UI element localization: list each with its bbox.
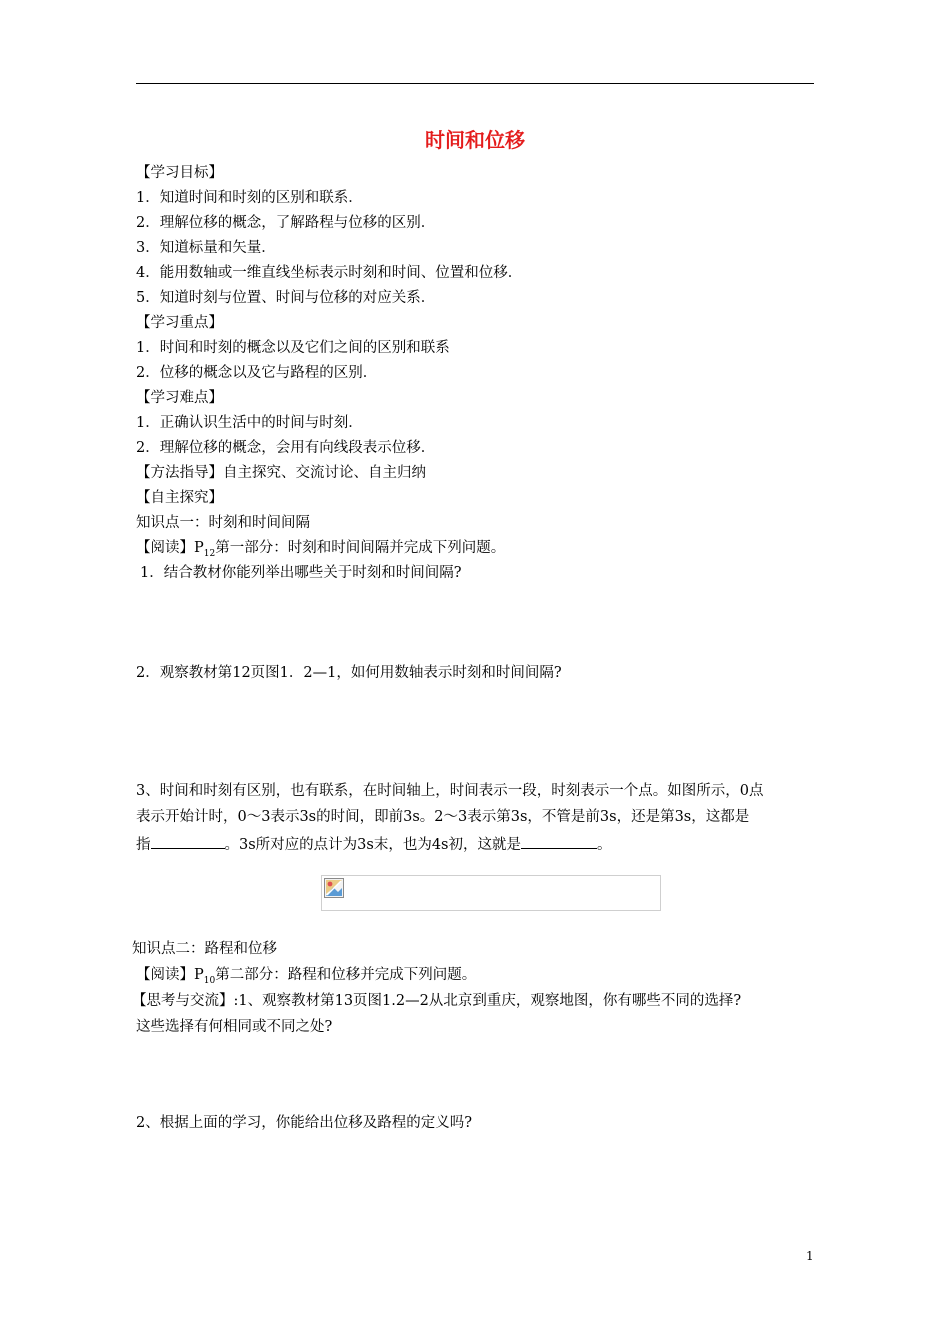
kp2-question-2: 2、根据上面的学习，你能给出位移及路程的定义吗? [136, 1115, 472, 1131]
goal-item: 4．能用数轴或一维直线坐标表示时刻和时间、位置和位移． [136, 265, 523, 281]
kp1-reading [136, 539, 505, 563]
difficulty-item: 1．正确认识生活中的时间与时刻． [136, 415, 363, 431]
goal-item: 1．知道时间和时刻的区别和联系． [136, 190, 363, 206]
kp1-question-3-line: 3、时间和时刻有区别，也有联系，在时间轴上，时间表示一段，时刻表示一个点。如图所示，0点 [136, 783, 764, 799]
kp2-reading [136, 966, 476, 990]
page-number: 1 [806, 1249, 814, 1263]
kp1-question-1: 1．结合教材你能列举出哪些关于时刻和时间间隔? [140, 565, 462, 581]
focus-item: 1．时间和时刻的概念以及它们之间的区别和联系 [136, 340, 450, 356]
goal-item: 5．知道时刻与位置、时间与位移的对应关系． [136, 290, 436, 306]
fill-suffix: 。 [597, 837, 612, 853]
explore-heading: 【自主探究】 [136, 490, 223, 506]
kp1-heading: 知识点一：时刻和时间间隔 [136, 515, 310, 531]
focus-heading: 【学习重点】 [136, 315, 223, 331]
kp2-question-1-line: 这些选择有何相同或不同之处? [136, 1019, 333, 1035]
kp1-question-3-line: 表示开始计时，0～3表示3s的时间，即前3s。2～3表示第3s，不管是前3s，还是第3s，这都是 [136, 809, 750, 825]
kp2-question-1-line: 【思考与交流】:1、观察教材第13页图1.2—2从北京到重庆，观察地图，你有哪些不同的选择? [132, 993, 742, 1009]
goals-heading: 【学习目标】 [136, 165, 223, 181]
kp1-question-3-line [136, 834, 612, 854]
kp1-question-2: 2．观察教材第12页图1．2—1，如何用数轴表示时刻和时间间隔? [136, 665, 562, 681]
kp1-reading-prefix: 【阅读】P [136, 540, 204, 556]
figure-placeholder [321, 875, 661, 911]
kp2-reading-prefix: 【阅读】P [136, 967, 204, 983]
difficulty-heading: 【学习难点】 [136, 390, 223, 406]
fill-blank[interactable] [151, 834, 225, 849]
kp2-reading-page: 10 [203, 975, 216, 986]
fill-prefix: 指 [136, 837, 151, 853]
kp1-reading-page: 12 [203, 548, 216, 559]
goal-item: 3．知道标量和矢量． [136, 240, 276, 256]
goal-item: 2．理解位移的概念，了解路程与位移的区别． [136, 215, 436, 231]
focus-item: 2．位移的概念以及它与路程的区别． [136, 365, 378, 381]
kp2-heading: 知识点二：路程和位移 [132, 941, 277, 957]
kp2-reading-text: 第二部分：路程和位移并完成下列问题。 [215, 967, 477, 983]
broken-image-icon [324, 878, 344, 898]
fill-blank[interactable] [521, 834, 597, 849]
method-guidance: 【方法指导】自主探究、交流讨论、自主归纳 [136, 465, 426, 481]
difficulty-item: 2．理解位移的概念，会用有向线段表示位移． [136, 440, 436, 456]
header-rule [136, 83, 814, 84]
fill-middle: 。3s所对应的点计为3s末，也为4s初，这就是 [224, 837, 521, 853]
page-title: 时间和位移 [425, 128, 525, 152]
kp1-reading-text: 第一部分：时刻和时间间隔并完成下列问题。 [215, 540, 506, 556]
